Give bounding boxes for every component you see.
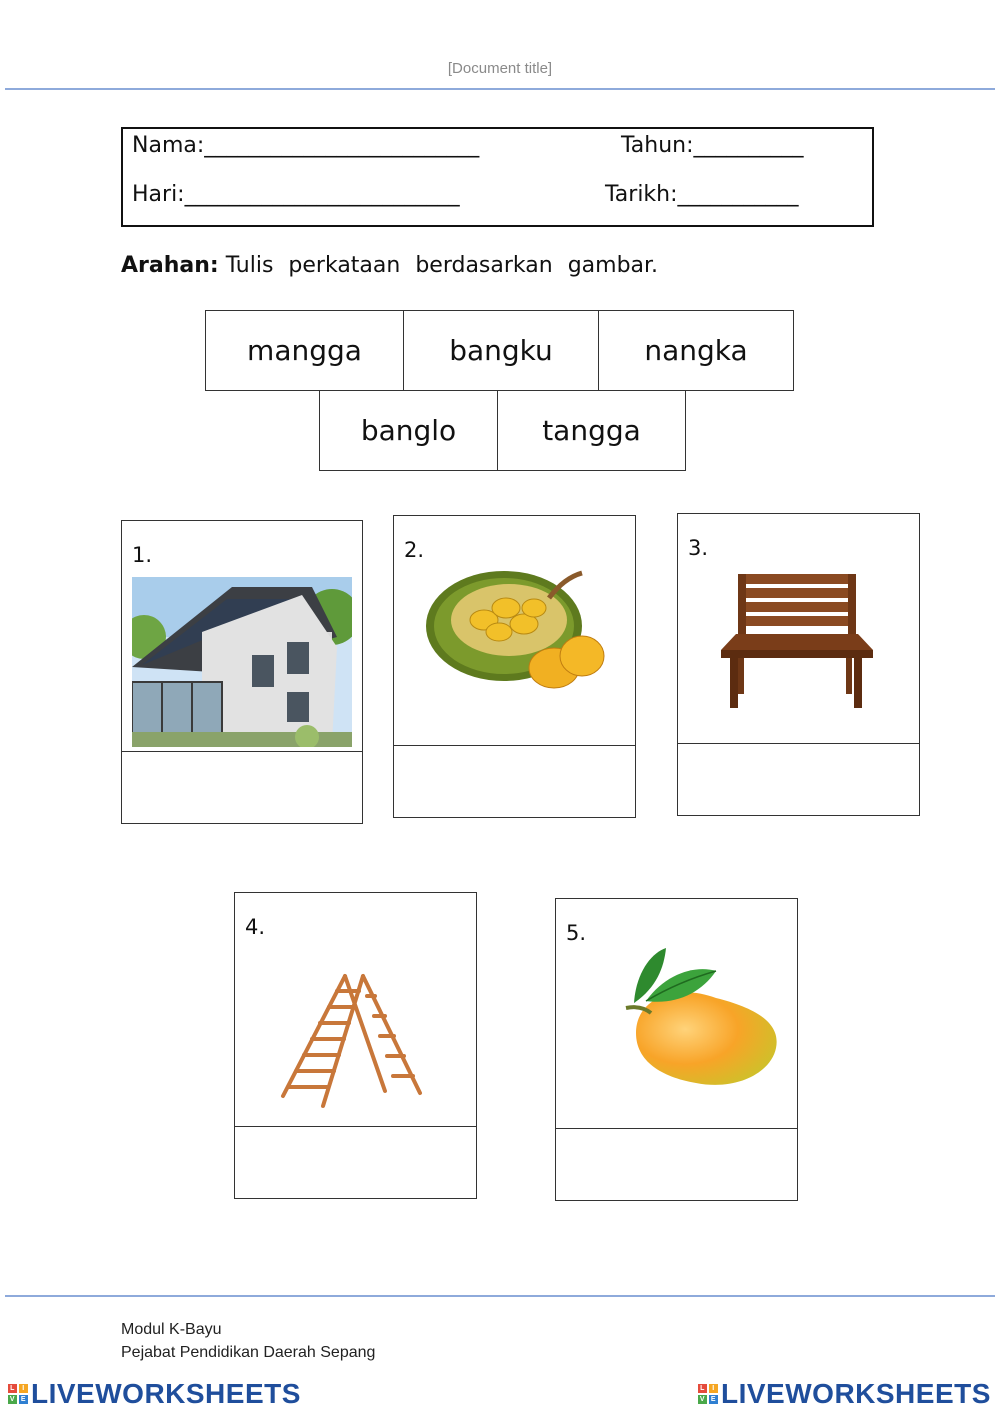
logo-letter: V [699,1396,706,1403]
answer-box[interactable] [556,1128,797,1200]
house-icon [132,577,352,747]
brand-name: LIVEWORKSHEETS [721,1378,991,1409]
word-bank-item: bangku [403,310,599,391]
footer-line-1: Modul K-Bayu [121,1321,222,1338]
logo-mark-icon [8,1384,28,1404]
student-info-box [121,127,874,227]
instruction-text: Tulis perkataan berdasarkan gambar. [225,253,659,278]
logo-letter: L [698,1384,707,1393]
picture-card-2 [393,515,636,818]
header-rule [5,88,995,90]
word-bank-item: mangga [205,310,404,391]
document-title: [Document title] [447,60,553,77]
card-number: 5. [566,921,587,945]
tahun-field[interactable]: Tahun:__________ [621,133,804,158]
answer-box[interactable] [122,751,362,823]
bench-icon [718,572,878,712]
ladder-icon [275,971,435,1111]
picture-card-1 [121,520,363,824]
tarikh-field[interactable]: Tarikh:___________ [605,182,799,207]
logo-letter: E [20,1396,27,1403]
picture-card-5 [555,898,798,1201]
footer-rule [5,1295,995,1297]
nama-field[interactable]: Nama:_________________________ [132,133,480,158]
hari-field[interactable]: Hari:_________________________ [132,182,460,207]
card-number: 1. [132,543,153,567]
word-bank-item: banglo [319,390,498,471]
answer-box[interactable] [235,1126,476,1198]
logo-letter: E [710,1396,717,1403]
mango-icon [606,943,781,1093]
word-bank-item: tangga [497,390,686,471]
picture-card-4 [234,892,477,1199]
jackfruit-icon [424,568,614,693]
logo-letter: I [19,1384,28,1393]
card-number: 4. [245,915,266,939]
liveworksheets-logo-right[interactable] [698,1378,991,1410]
logo-letter: I [709,1384,718,1393]
logo-letter: V [9,1396,16,1403]
card-number: 2. [404,538,425,562]
word-bank-item: nangka [598,310,794,391]
liveworksheets-logo-left[interactable] [8,1378,301,1410]
answer-box[interactable] [678,743,919,815]
logo-mark-icon [698,1384,718,1404]
logo-letter: L [8,1384,17,1393]
picture-card-3 [677,513,920,816]
instruction-label: Arahan: [121,253,219,278]
brand-name: LIVEWORKSHEETS [31,1378,301,1409]
instruction [121,253,658,278]
answer-box[interactable] [394,745,635,817]
footer-line-2: Pejabat Pendidikan Daerah Sepang [121,1344,376,1361]
card-number: 3. [688,536,709,560]
